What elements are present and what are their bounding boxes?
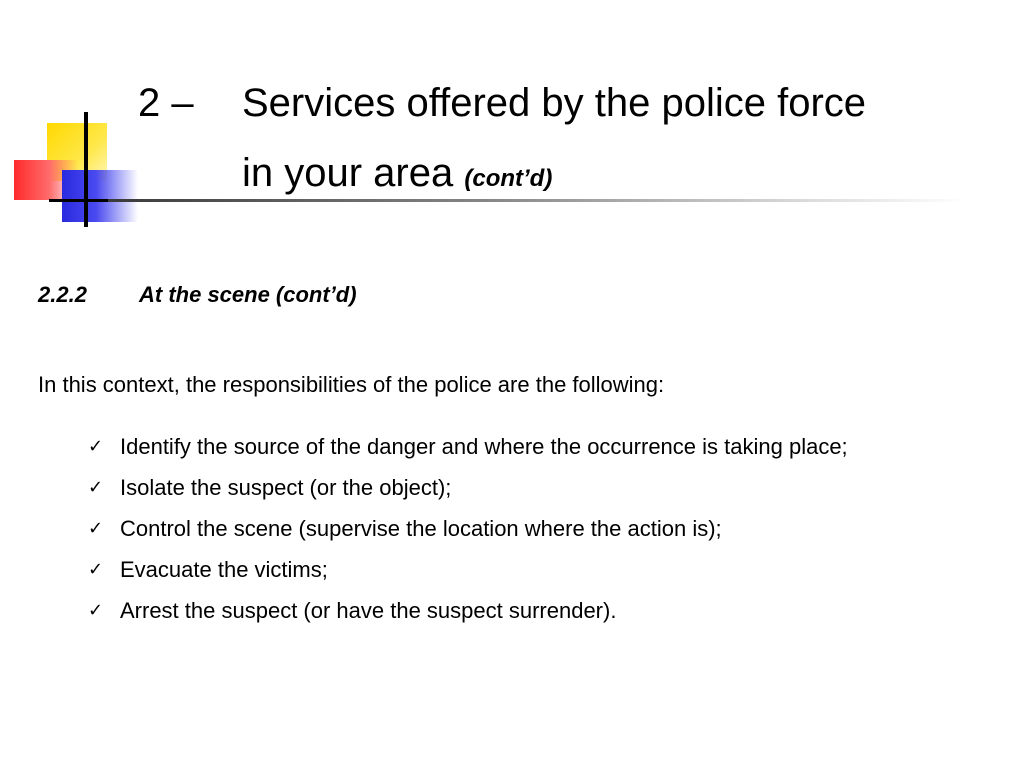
list-item-text: Evacuate the victims;	[120, 557, 328, 582]
list-item-text: Identify the source of the danger and where the occurrence is taking place;	[120, 434, 848, 459]
list-item-text: Isolate the suspect (or the object);	[120, 475, 452, 500]
check-icon: ✓	[88, 477, 104, 498]
responsibility-list	[86, 430, 971, 635]
title-line-2	[242, 138, 552, 214]
list-item	[86, 430, 971, 464]
list-item	[86, 594, 971, 628]
slide-logo	[0, 0, 140, 240]
check-icon: ✓	[88, 436, 104, 457]
logo-blue-square	[62, 170, 138, 222]
title-number: 2 –	[138, 81, 194, 125]
list-item	[86, 512, 971, 546]
title-contd: (cont’d)	[464, 165, 553, 192]
check-icon: ✓	[88, 559, 104, 580]
intro-text: In this context, the responsibilities of the police are the following:	[38, 372, 665, 397]
section-title: At the scene (cont’d)	[139, 282, 357, 307]
title-line-1: Services offered by the police force	[242, 81, 867, 125]
check-icon: ✓	[88, 518, 104, 539]
list-item-text: Arrest the suspect (or have the suspect surrender).	[120, 598, 617, 623]
list-item	[86, 471, 971, 505]
check-icon: ✓	[88, 600, 104, 621]
logo-horizontal-line	[49, 199, 109, 202]
title-line-2-text: in your area	[242, 151, 454, 195]
list-item-text: Control the scene (supervise the location where the action is);	[120, 516, 722, 541]
list-item	[86, 553, 971, 587]
logo-vertical-line	[84, 112, 88, 227]
section-number: 2.2.2	[38, 282, 87, 307]
section-heading	[38, 282, 357, 308]
